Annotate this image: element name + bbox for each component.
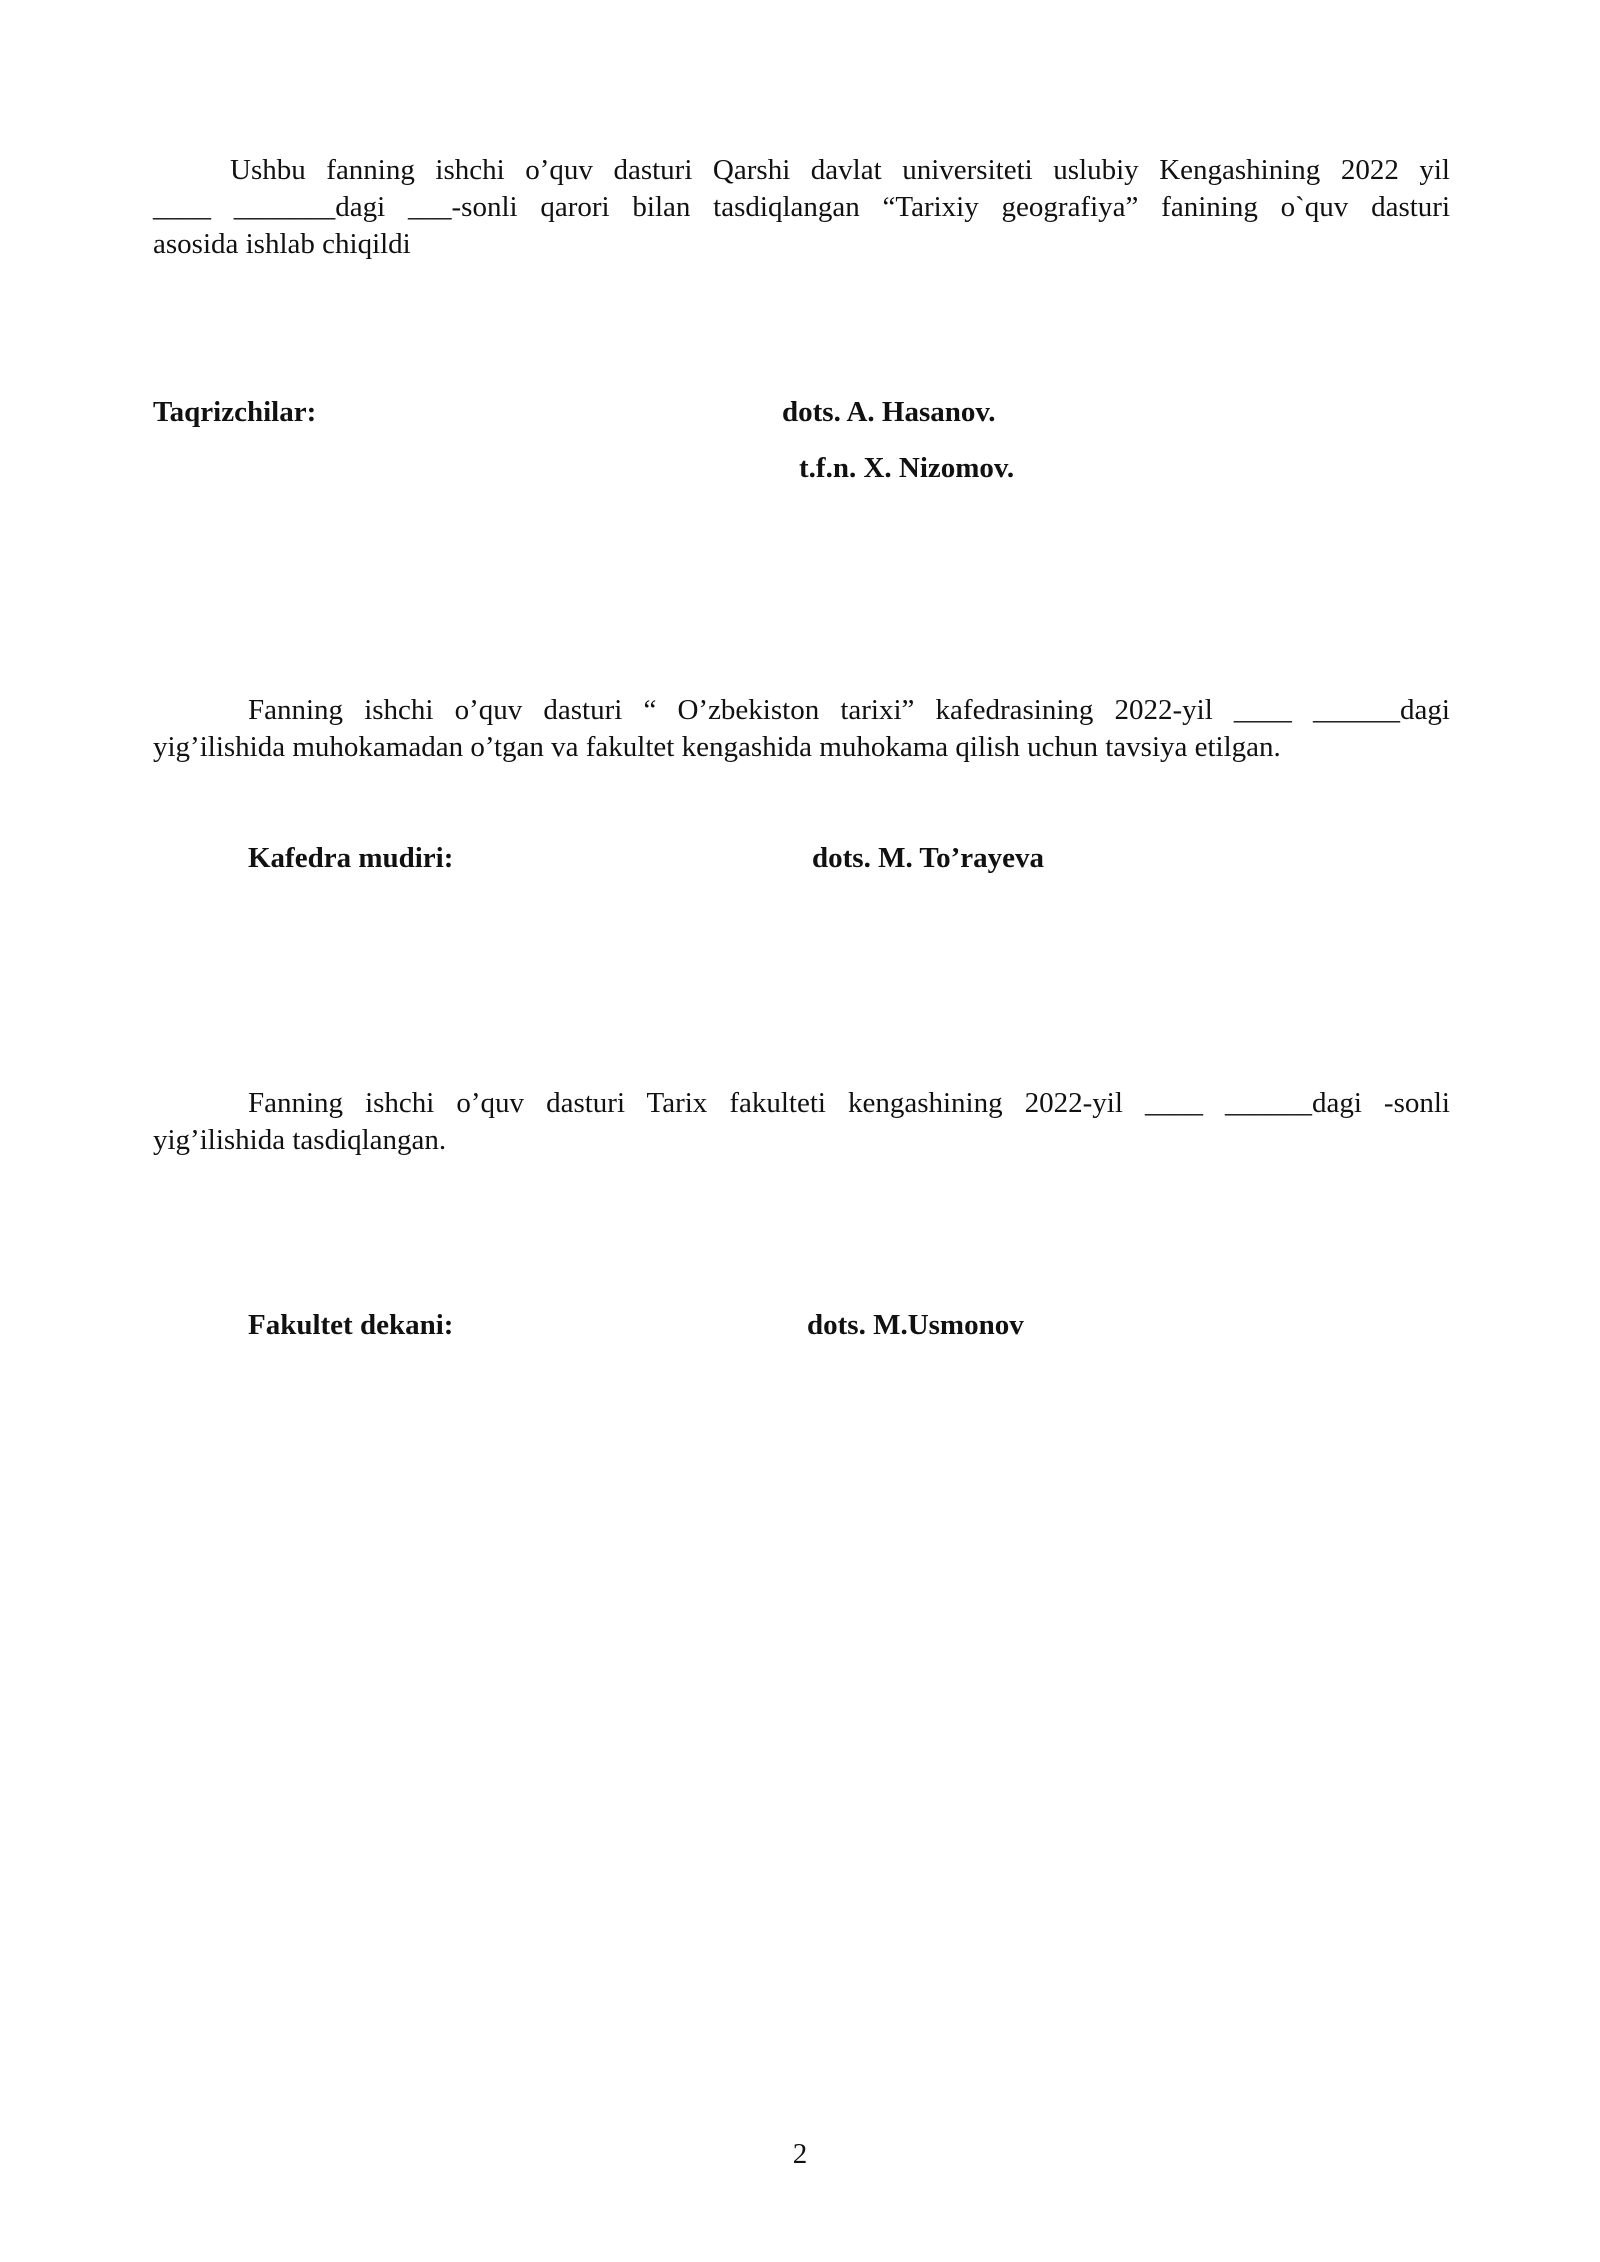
faculty-paragraph [153,1085,1450,1159]
intro-paragraph-line-3: asosida ishlab chiqildi [153,228,411,260]
department-head-label: Kafedra mudiri: [248,842,454,874]
reviewer-name-2: t.f.n. X. Nizomov. [799,452,1015,484]
intro-paragraph [153,152,1450,263]
dean-label: Fakultet dekani: [248,1309,454,1341]
department-head-name: dots. M. To’rayeva [812,842,1044,874]
department-paragraph-line-1: Fanning ishchi o’quv dasturi “ O’zbekiston tarixi” kafedrasining 2022-yil ____ ______dagi [248,694,1450,726]
faculty-paragraph-line-2: yig’ilishida tasdiqlangan. [153,1124,447,1156]
dean-name: dots. M.Usmonov [807,1309,1024,1341]
reviewer-name-1: dots. A. Hasanov. [782,396,996,428]
department-paragraph [153,692,1450,766]
page-number: 2 [792,2138,808,2170]
intro-paragraph-line-1: Ushbu fanning ishchi o’quv dasturi Qarshi davlat universiteti uslubiy Kengashining 2022 yil [230,154,1450,186]
department-paragraph-line-2: yig’ilishida muhokamadan o’tgan va fakultet kengashida muhokama qilish uchun tavsiya etilgan. [153,731,1281,763]
reviewers-label: Taqrizchilar: [153,396,317,428]
faculty-paragraph-line-1: Fanning ishchi o’quv dasturi Tarix fakulteti kengashining 2022-yil ____ ______dagi -sonli [248,1087,1450,1119]
intro-paragraph-line-2: ____ _______dagi ___-sonli qarori bilan tasdiqlangan “Tarixiy geografiya” fanining o`quv dasturi [153,191,1450,223]
